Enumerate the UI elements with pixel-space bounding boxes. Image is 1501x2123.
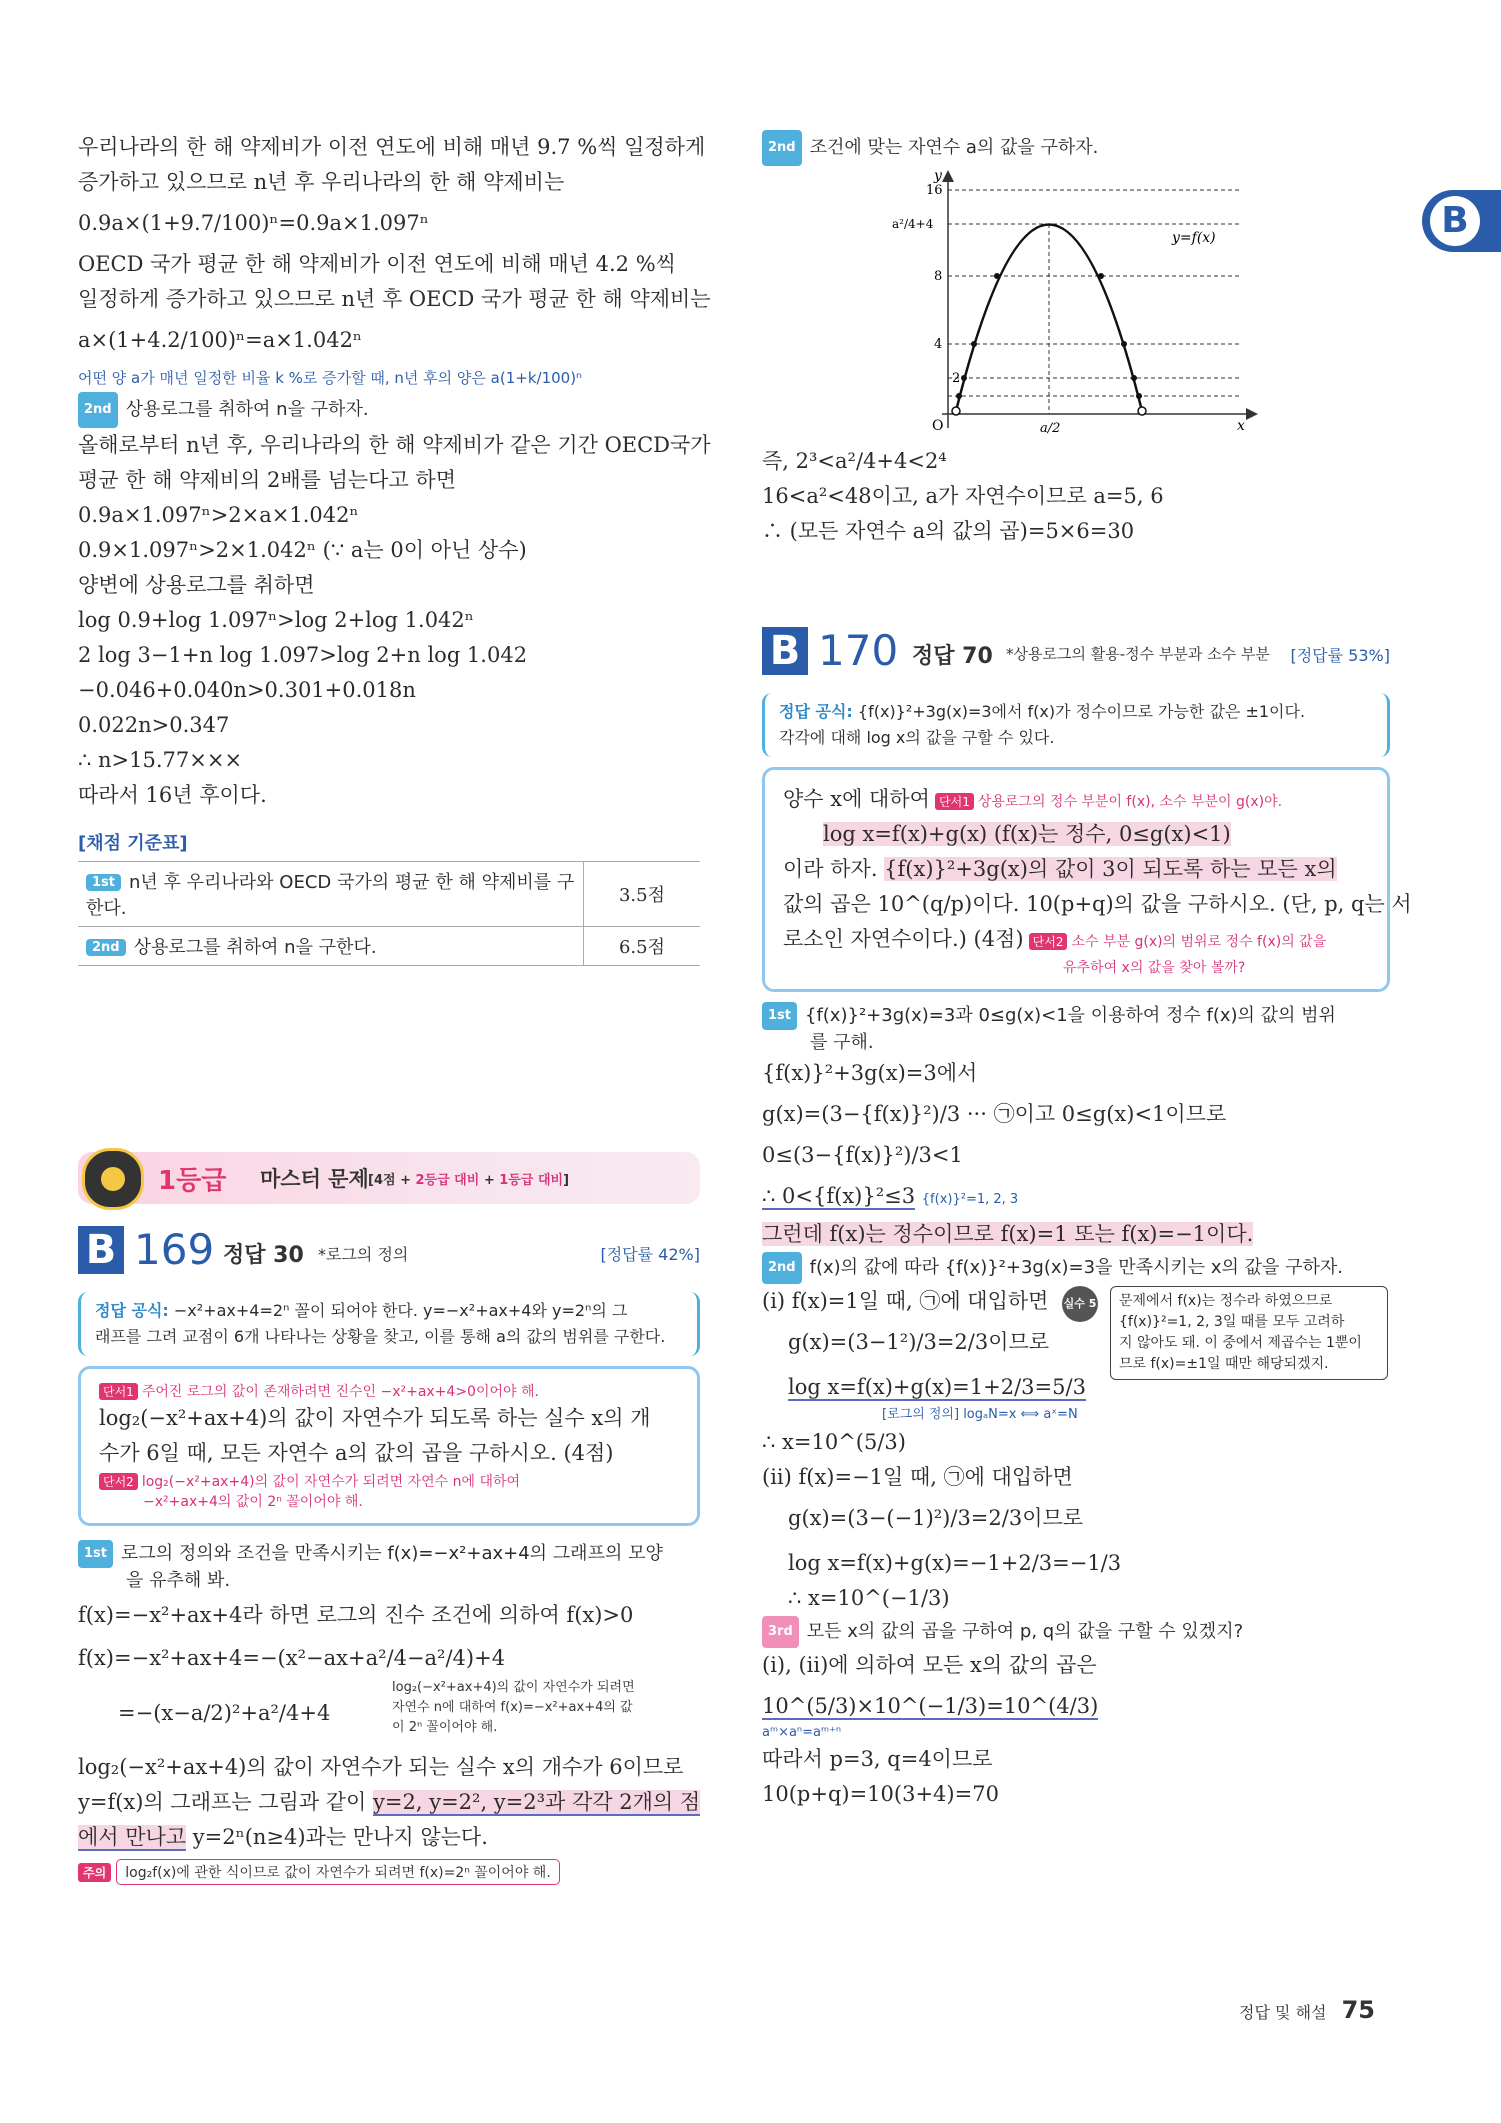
equation: −0.046+0.040n>0.301+0.018n (78, 678, 416, 702)
equation: log x=f(x)+g(x)=1+2/3=5/3 (788, 1375, 1086, 1399)
problem-topic: *상용로그의 활용-정수 부분과 소수 부분 (1006, 645, 1270, 663)
clue-badge: 단서2 (99, 1473, 138, 1490)
criteria-table (78, 861, 700, 966)
equation: 10(p+q)=10(3+4)=70 (762, 1782, 999, 1806)
footer-label: 정답 및 해설 (1239, 2003, 1327, 2022)
equation: 10^(5/3)×10^(−1/3)=10^(4/3) (762, 1694, 1099, 1718)
problem-badge: B (78, 1226, 124, 1274)
case-line: (i) f(x)=1일 때, ㉠에 대입하면 (762, 1289, 1049, 1313)
text-line: 따라서 p=3, q=4이므로 (762, 1747, 993, 1771)
equation: 즉, 2³<a²/4+4<2⁴ (762, 449, 947, 473)
table-cell (78, 862, 584, 927)
equation: ∴ x=10^(5/3) (762, 1430, 906, 1454)
y-tick: 4 (934, 337, 943, 352)
master-grade: 1등급 (158, 1166, 227, 1196)
question-line: 양수 x에 대하여 (783, 787, 930, 811)
criteria-text: n년 후 우리나라와 OECD 국가의 평균 한 해 약제비를 구한다. (86, 872, 575, 919)
clue-badge: 단서1 (935, 793, 974, 810)
text-line: 증가하고 있으므로 n년 후 우리나라의 한 해 약제비는 (78, 170, 565, 194)
equation: 0.9×1.097ⁿ>2×1.042ⁿ (∵ a는 0이 아닌 상수) (78, 538, 527, 562)
section-tab (1422, 190, 1501, 252)
y-tick: 2 (952, 371, 961, 386)
clue-badge: 단서1 (99, 1383, 138, 1400)
question-line: 이라 하자. {f(x)}²+3g(x)의 값이 3이 되도록 하는 모든 x의 (783, 857, 1337, 881)
left-column (78, 130, 711, 1885)
table-row (78, 862, 700, 927)
equation: ∴ n>15.77××× (78, 748, 243, 772)
page-number: 75 (1341, 1996, 1375, 2024)
text-line: log₂(−x²+ax+4)의 값이 자연수가 되는 실수 x의 개수가 6이므로 (78, 1755, 684, 1779)
criteria-title: [채점 기준표] (78, 833, 188, 854)
text-line: OECD 국가 평균 한 해 약제비가 이전 연도에 비해 매년 4.2 %씩 (78, 252, 676, 276)
step-badge: 2nd (78, 392, 118, 428)
clue-text: 주어진 로그의 값이 존재하려면 진수인 −x²+ax+4>0이어야 해. (141, 1384, 539, 1400)
x-axis-label: x (1237, 418, 1245, 434)
step-badge: 2nd (762, 130, 802, 166)
hint-note: 어떤 양 a가 매년 일정한 비율 k %로 증가할 때, n년 후의 양은 a(1+k/100)ⁿ (78, 369, 583, 387)
equation: 2 log 3−1+n log 1.097>log 2+n log 1.042 (78, 643, 528, 667)
mistake-icon: 실수 5 (1062, 1286, 1098, 1322)
y-tick: 8 (934, 269, 943, 284)
equation: f(x)=−x²+ax+4=−(x²−ax+a²/4−a²/4)+4 (78, 1646, 506, 1670)
text-line: 우리나라의 한 해 약제비가 이전 연도에 비해 매년 9.7 %씩 일정하게 (78, 135, 706, 159)
question-line: 값의 곱은 10^(q/p)이다. 10(p+q)의 값을 구하시오. (단, p, q는 서 (783, 892, 1412, 916)
step-badge: 2nd (762, 1252, 802, 1284)
exponent-note: aᵐ×aⁿ=aᵐ⁺ⁿ (762, 1725, 842, 1740)
question-line: log x=f(x)+g(x) (f(x)는 정수, 0≤g(x)<1) (823, 822, 1231, 846)
problem-169-box (78, 1366, 700, 1526)
correct-rate: [정답률 42%] (600, 1245, 700, 1264)
clue-badge: 단서2 (1029, 933, 1068, 950)
warning-badge: 주의 (78, 1863, 111, 1882)
equation: log 0.9+log 1.097ⁿ>log 2+log 1.042ⁿ (78, 608, 474, 632)
criteria-text: 상용로그를 취하여 n을 구한다. (133, 937, 377, 958)
clue-text: 소수 부분 g(x)의 범위로 정수 f(x)의 값을 (1071, 934, 1327, 950)
equation: g(x)=(3−(−1)²)/3=2/3이므로 (788, 1506, 1084, 1530)
problem-170-box (762, 767, 1412, 992)
master-tag: [4점 + 2등급 대비 + 1등급 대비] (368, 1173, 570, 1188)
equation: 16<a²<48이고, a가 자연수이므로 a=5, 6 (762, 484, 1164, 508)
master-banner (78, 1152, 700, 1204)
table-cell (78, 927, 584, 966)
parabola-graph (842, 166, 1262, 436)
problem-badge: B (762, 627, 808, 675)
table-row (78, 927, 700, 966)
definition-note: [로그의 정의] logₐN=x ⟺ aˣ=N (882, 1407, 1078, 1422)
question-line: log₂(−x²+ax+4)의 값이 자연수가 되도록 하는 실수 x의 개 (99, 1406, 651, 1430)
text-line: 에서 만나고 y=2ⁿ(n≥4)과는 만나지 않는다. (78, 1825, 488, 1849)
clue-text: 상용로그의 정수 부분이 f(x), 소수 부분이 g(x)야. (977, 794, 1283, 810)
equation: 0≤(3−{f(x)}²)/3<1 (762, 1143, 963, 1167)
step-badge: 3rd (762, 1616, 799, 1648)
warning-text: log₂f(x)에 관한 식이므로 값이 자연수가 되려면 f(x)=2ⁿ 꼴이어야 해. (116, 1859, 560, 1885)
problem-169-header (78, 1224, 700, 1282)
problem-answer: 정답 70 (912, 644, 993, 669)
step-badge: 2nd (86, 939, 126, 956)
x-tick: a/2 (1040, 421, 1061, 436)
text-line: 올해로부터 n년 후, 우리나라의 한 해 약제비가 같은 기간 OECD국가 (78, 433, 711, 457)
equation: 0.9a×(1+9.7/100)ⁿ=0.9a×1.097ⁿ (78, 211, 429, 235)
problem-number: 169 (134, 1225, 215, 1274)
warning-note (78, 1859, 700, 1885)
answer-formula: 정답 공식: {f(x)}²+3g(x)=3에서 f(x)가 정수이므로 가능한 값은 ±1이다. 각각에 대해 log x의 값을 구할 수 있다. (762, 693, 1390, 757)
text-line: (i), (ii)에 의하여 모든 x의 값의 곱은 (762, 1653, 1097, 1677)
text-line: 그런데 f(x)는 정수이므로 f(x)=1 또는 f(x)=−1이다. (762, 1222, 1254, 1246)
problem-answer: 정답 30 (223, 1243, 304, 1268)
equation: f(x)=−x²+ax+4라 하면 로그의 진수 조건에 의하여 f(x)>0 (78, 1603, 634, 1627)
right-column (762, 130, 1412, 1812)
equation: ∴ 0<{f(x)}²≤3 {f(x)}²=1, 2, 3 (762, 1184, 1019, 1208)
step-text: 로그의 정의와 조건을 만족시키는 f(x)=−x²+ax+4의 그래프의 모양 (121, 1543, 663, 1564)
problem-number: 170 (818, 626, 899, 675)
text-line: 일정하게 증가하고 있으므로 n년 후 OECD 국가 평균 한 해 약제비는 (78, 287, 711, 311)
y-tick: 16 (926, 183, 943, 198)
step-badge: 1st (762, 1002, 797, 1030)
correct-rate: [정답률 53%] (1290, 646, 1390, 665)
question-line: 로소인 자연수이다.) (4점) (783, 927, 1024, 951)
section-tab-letter: B (1441, 200, 1469, 241)
step-text: 모든 x의 값의 곱을 구하여 p, q의 값을 구할 수 있겠지? (806, 1621, 1244, 1642)
equation: ∴ x=10^(−1/3) (788, 1586, 950, 1610)
text-line: 양변에 상용로그를 취하면 (78, 573, 315, 597)
clue-text: −x²+ax+4의 값이 2ⁿ 꼴이어야 해. (143, 1494, 363, 1510)
clue-text: log₂(−x²+ax+4)의 값이 자연수가 되려면 자연수 n에 대하여 (141, 1474, 521, 1490)
master-title: 마스터 문제 (260, 1167, 369, 1191)
step-badge: 1st (86, 874, 121, 891)
step-text: f(x)의 값에 따라 {f(x)}²+3g(x)=3을 만족시키는 x의 값을 구하자. (809, 1257, 1344, 1278)
equation: 0.022n>0.347 (78, 713, 230, 737)
answer-formula: 정답 공식: −x²+ax+4=2ⁿ 꼴이 되어야 한다. y=−x²+ax+4와 y=2ⁿ의 그 래프를 그려 교점이 6개 나타나는 상황을 찾고, 이를 통해 a의 값의 범위를 구한다. (78, 1292, 700, 1356)
problem-topic: *로그의 정의 (318, 1245, 409, 1264)
equation: {f(x)}²+3g(x)=3에서 (762, 1061, 978, 1085)
bomb-icon (82, 1148, 144, 1210)
equation: log x=f(x)+g(x)=−1+2/3=−1/3 (788, 1551, 1122, 1575)
equation: 0.9a×1.097ⁿ>2×a×1.042ⁿ (78, 503, 359, 527)
equation: ∴ (모든 자연수 a의 값의 곱)=5×6=30 (762, 519, 1135, 543)
text-line: 평균 한 해 약제비의 2배를 넘는다고 하면 (78, 468, 456, 492)
page-footer (1239, 1996, 1375, 2024)
criteria-points: 6.5점 (584, 927, 701, 966)
equation: g(x)=(3−{f(x)}²)/3 ··· ㉠이고 0≤g(x)<1이므로 (762, 1102, 1227, 1126)
criteria-points: 3.5점 (584, 862, 701, 927)
step-badge: 1st (78, 1540, 113, 1568)
equation: g(x)=(3−1²)/3=2/3이므로 (788, 1330, 1050, 1354)
step-text: 상용로그를 취하여 n을 구하자. (125, 399, 369, 420)
case-line: (ii) f(x)=−1일 때, ㉠에 대입하면 (762, 1465, 1073, 1489)
step-text: 을 유추해 봐. (126, 1570, 231, 1591)
equation: a×(1+4.2/100)ⁿ=a×1.042ⁿ (78, 328, 363, 352)
step-text: 를 구해. (810, 1032, 874, 1053)
y-axis-label: y (934, 168, 942, 184)
origin-label: O (932, 418, 944, 434)
y-tick: a²/4+4 (892, 217, 934, 231)
curve-label: y=f(x) (1172, 230, 1216, 246)
side-note: log₂(−x²+ax+4)의 값이 자연수가 되려면 자연수 n에 대하여 f(x)=−x²+ax+4의 값 이 2ⁿ 꼴이어야 해. (392, 1680, 635, 1735)
dashed-levels (948, 190, 1242, 414)
text-line: 따라서 16년 후이다. (78, 783, 267, 807)
section-tab-circle (1430, 196, 1480, 246)
equation: =−(x−a/2)²+a²/4+4 (118, 1701, 331, 1725)
problem-170-header (762, 625, 1390, 683)
question-line: 수가 6일 때, 모든 자연수 a의 값의 곱을 구하시오. (4점) (99, 1441, 614, 1465)
mistake-note: 문제에서 f(x)는 정수라 하였으므로 {f(x)}²=1, 2, 3일 때를 모두 고려하 지 않아도 돼. 이 중에서 제곱수는 1뿐이 므로 f(x)=±1일 때만 해당되겠지. (1110, 1286, 1388, 1380)
step-text: 조건에 맞는 자연수 a의 값을 구하자. (809, 137, 1099, 158)
step-text: {f(x)}²+3g(x)=3과 0≤g(x)<1을 이용하여 정수 f(x)의 값의 범위 (805, 1005, 1336, 1026)
text-line: y=f(x)의 그래프는 그림과 같이 y=2, y=2², y=2³과 각각 2개의 점 (78, 1790, 701, 1814)
clue-text: 유추하여 x의 값을 찾아 볼까? (1063, 960, 1246, 976)
